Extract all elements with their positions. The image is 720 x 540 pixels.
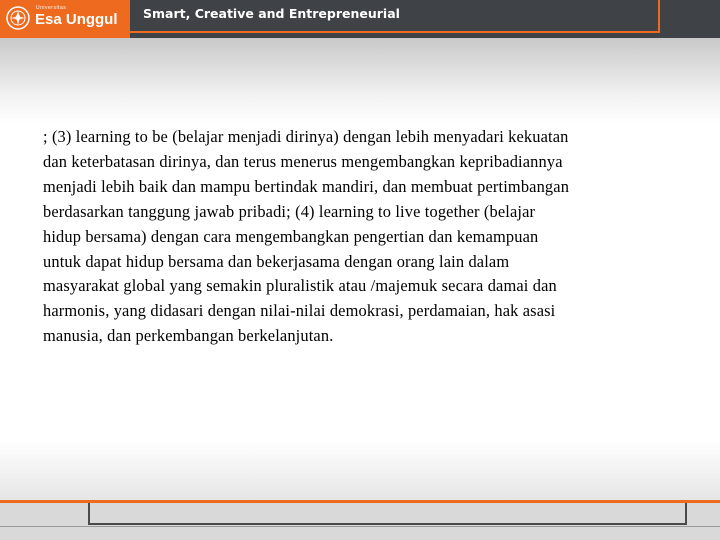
logo-name: Esa Unggul xyxy=(35,11,118,28)
header-accent-line xyxy=(130,31,660,33)
text-line: masyarakat global yang semakin pluralistik atau /majemuk secara damai dan xyxy=(43,276,557,296)
footer-divider xyxy=(0,526,720,527)
header-accent-notch xyxy=(658,0,660,33)
slide-body-text xyxy=(43,125,683,349)
text-line: manusia, dan perkembangan berkelanjutan. xyxy=(43,326,334,346)
university-emblem-icon xyxy=(6,6,30,30)
text-line: dan keterbatasan dirinya, dan terus menerus mengembangkan kepribadiannya xyxy=(43,151,563,171)
text-line: ; (3) learning to be (belajar menjadi dirinya) dengan lebih menyadari kekuatan xyxy=(43,127,569,146)
text-line: untuk dapat hidup bersama dan bekerjasama dengan orang lain dalam xyxy=(43,251,510,271)
header-gradient xyxy=(0,38,720,123)
tagline: Smart, Creative and Entrepreneurial xyxy=(143,6,400,21)
text-line: berdasarkan tanggung jawab pribadi; (4) learning to live together (belajar xyxy=(43,201,536,221)
text-line: hidup bersama) dengan cara mengembangkan pengertian dan kemampuan xyxy=(43,226,539,246)
footer-frame xyxy=(88,503,687,525)
text-line: harmonis, yang didasari dengan nilai-nilai demokrasi, perdamaian, hak asasi xyxy=(43,301,556,321)
university-logo[interactable] xyxy=(0,0,130,38)
footer-gradient xyxy=(0,440,720,500)
logo-subtitle: Universitas xyxy=(36,5,67,11)
text-line: menjadi lebih baik dan mampu bertindak mandiri, dan membuat pertimbangan xyxy=(43,176,570,196)
header-bar xyxy=(0,0,720,38)
